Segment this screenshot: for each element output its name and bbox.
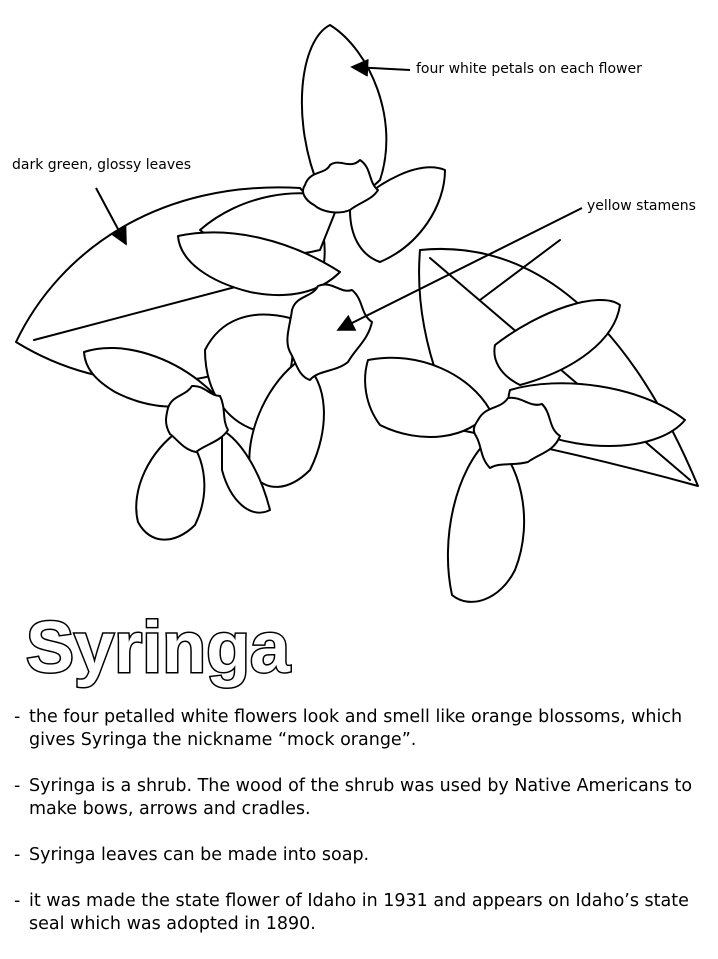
fact-item: - Syringa is a shrub. The wood of the shrub was used by Native Americans to make bows, arrows and cradles. xyxy=(14,776,693,819)
page-title: Syringa xyxy=(26,608,291,688)
stamens-label: yellow stamens xyxy=(587,198,696,214)
fact-list xyxy=(14,706,704,959)
fact-item: - the four petalled white flowers look and smell like orange blossoms, which gives Syringa the nickname “mock orange”. xyxy=(14,707,683,750)
fact-item: - it was made the state flower of Idaho in 1931 and appears on Idaho’s state seal which was adopted in 1890. xyxy=(14,891,689,934)
stamen-center xyxy=(287,284,372,380)
title-outline xyxy=(22,602,352,692)
leaves-label: dark green, glossy leaves xyxy=(12,157,192,173)
petals-label: four white petals on each flower xyxy=(416,61,642,77)
fact-item: - Syringa leaves can be made into soap. xyxy=(14,845,370,865)
